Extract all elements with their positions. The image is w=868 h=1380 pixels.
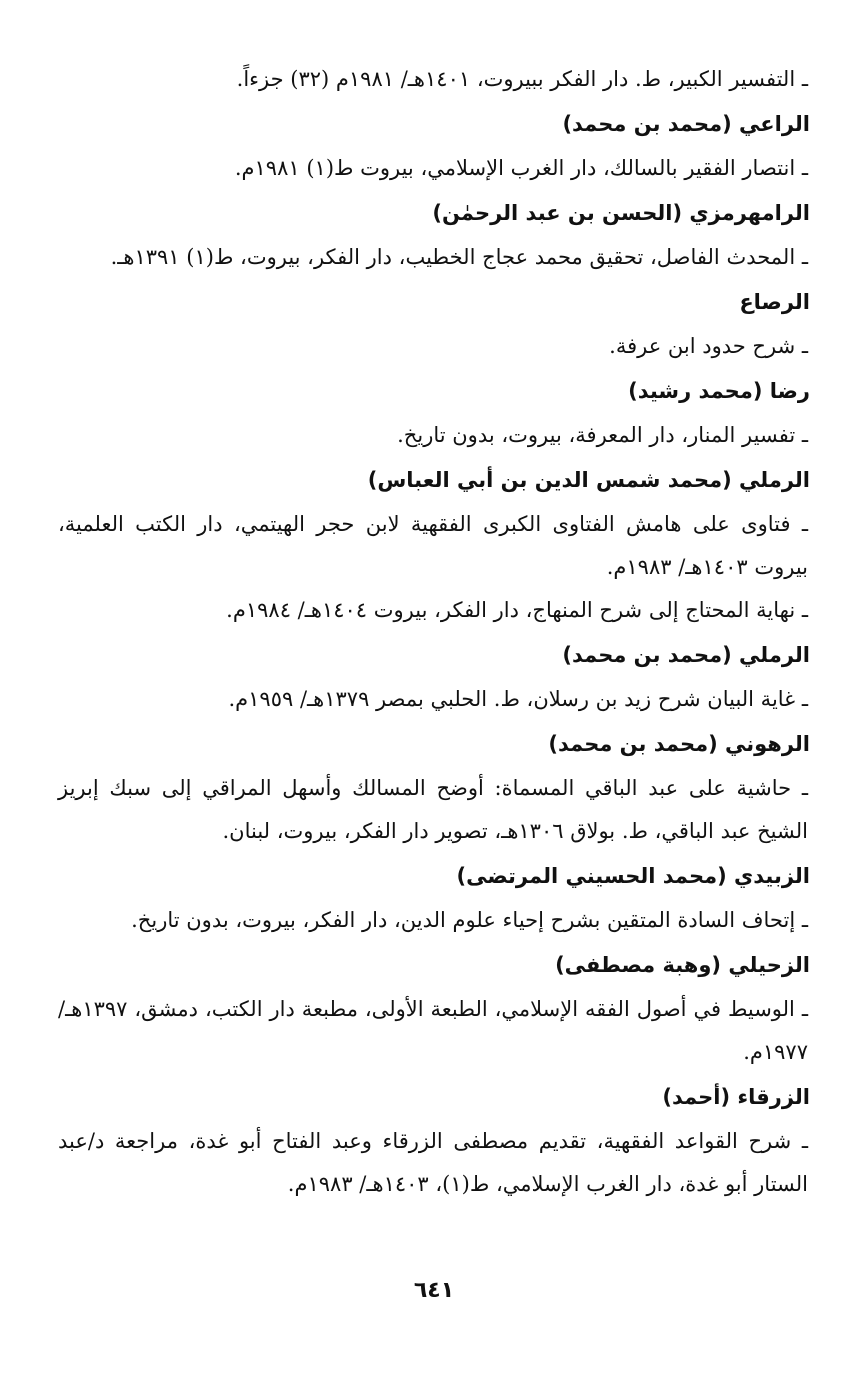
work-citation: ـ التفسير الكبير، ط. دار الفكر ببيروت، ١٤٠١هـ/ ١٩٨١م (٣٢) جزءاً. (236, 67, 808, 91)
bibliography-entry-zuhayli (58, 942, 810, 1074)
author-heading: الرصاع (739, 290, 810, 314)
bibliography-entry-rassaa (58, 279, 810, 368)
bibliography-entry-rahuni (58, 721, 810, 853)
author-heading: الراعي (محمد بن محمد) (562, 112, 810, 136)
work-citation: ـ شرح حدود ابن عرفة. (609, 334, 808, 358)
work-citation: ـ إتحاف السادة المتقين بشرح إحياء علوم الدين، دار الفكر، بيروت، بدون تاريخ. (131, 908, 808, 932)
work-citation: ـ تفسير المنار، دار المعرفة، بيروت، بدون تاريخ. (397, 423, 808, 447)
work-citation: ـ انتصار الفقير بالسالك، دار الغرب الإسلامي، بيروت ط(١) ١٩٨١م. (234, 156, 808, 180)
bibliography-entry-ramli (58, 632, 810, 721)
work-citation: ـ نهاية المحتاج إلى شرح المنهاج، دار الفكر، بيروت ١٤٠٤هـ/ ١٩٨٤م. (226, 598, 808, 622)
work-citation: ـ شرح القواعد الفقهية، تقديم مصطفى الزرقاء وعبد الفتاح أبو غدة، مراجعة د/عبد الستار أبو غدة، دار الغرب الإسلامي، ط(١)، ١٤٠٣هـ/ ١٩٨٣م. (58, 1129, 808, 1196)
page-number: ٦٤١ (413, 1278, 455, 1303)
author-heading: الزحيلي (وهبة مصطفى) (555, 953, 810, 977)
author-heading: الرملي (محمد بن محمد) (562, 643, 810, 667)
bibliography-entry-rida (58, 368, 810, 457)
author-heading: الزرقاء (أحمد) (662, 1085, 810, 1109)
bibliography-entry-zabidi (58, 853, 810, 942)
author-heading: رضا (محمد رشيد) (628, 379, 810, 403)
work-citation: ـ فتاوى على هامش الفتاوى الكبرى الفقهية لابن حجر الهيتمي، دار الكتب العلمية، بيروت ١٤٠٣هـ/ ١٩٨٣م. (58, 512, 808, 579)
work-citation: ـ حاشية على عبد الباقي المسماة: أوضح المسالك وأسهل المراقي إلى سبك إبريز الشيخ عبد الباقي، ط. بولاق ١٣٠٦هـ، تصوير دار الفكر، بيروت، لبنان. (58, 776, 808, 843)
bibliography-entry-zarqa (58, 1074, 810, 1206)
bibliography-entry-raei (58, 101, 810, 190)
bibliography-page (58, 58, 810, 1206)
work-citation: ـ الوسيط في أصول الفقه الإسلامي، الطبعة الأولى، مطبعة دار الكتب، دمشق، ١٣٩٧هـ/ ١٩٧٧م. (58, 997, 808, 1064)
author-heading: الرهوني (محمد بن محمد) (548, 732, 810, 756)
author-heading: الرامهرمزي (الحسن بن عبد الرحمٰن) (432, 201, 810, 225)
author-heading: الزبيدي (محمد الحسيني المرتضى) (456, 864, 810, 888)
bibliography-entry-ramahurmuzi (58, 190, 810, 279)
work-citation: ـ غاية البيان شرح زيد بن رسلان، ط. الحلبي بمصر ١٣٧٩هـ/ ١٩٥٩م. (228, 687, 808, 711)
work-citation: ـ المحدث الفاصل، تحقيق محمد عجاج الخطيب، دار الفكر، بيروت، ط(١) ١٣٩١هـ. (110, 245, 808, 269)
bibliography-entry-ramli-shams (58, 457, 810, 632)
bibliography-entry-razi (58, 58, 810, 101)
author-heading: الرملي (محمد شمس الدين بن أبي العباس) (367, 468, 810, 492)
